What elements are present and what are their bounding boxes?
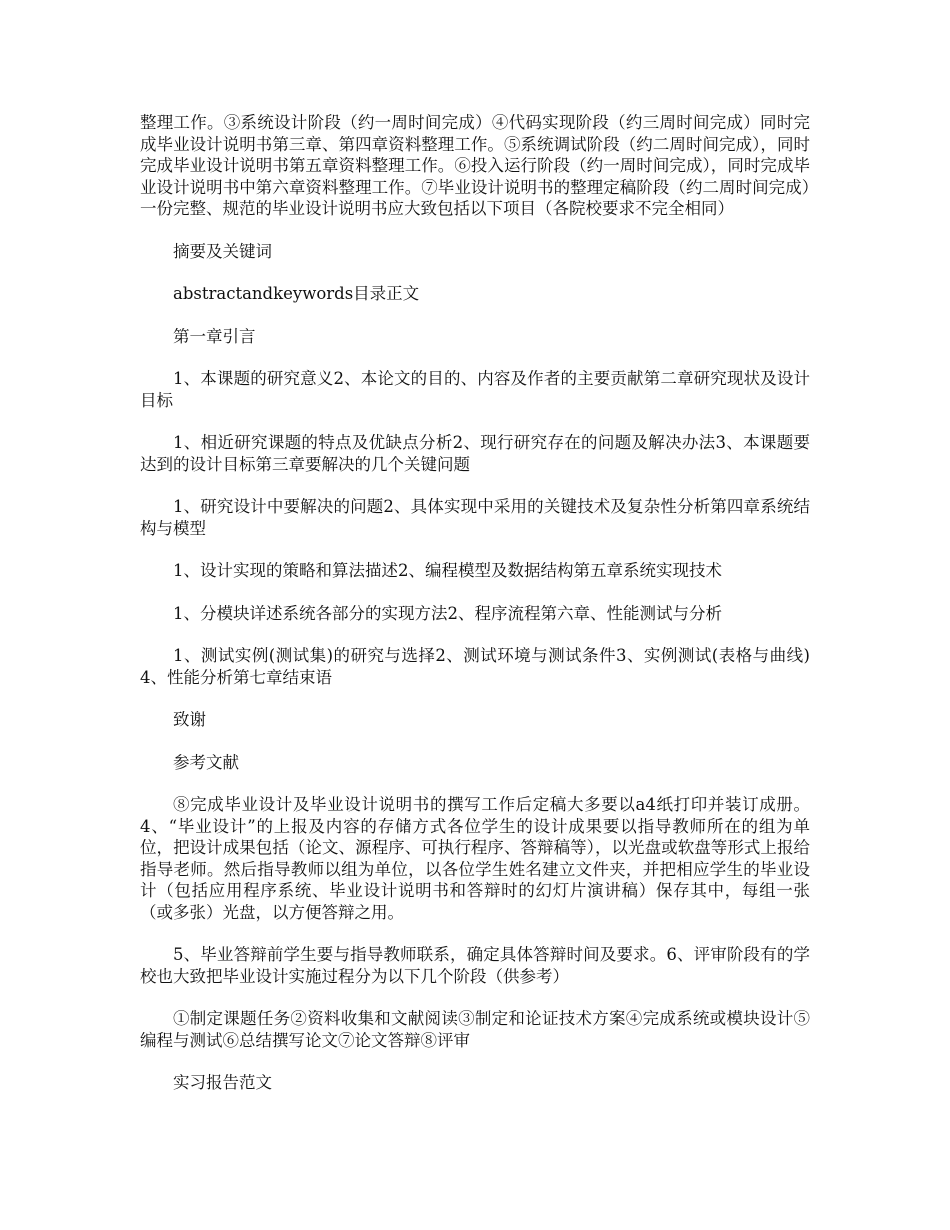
heading-references: 参考文献 [173, 752, 239, 772]
paragraph-chapter-six-items: 1、测试实例(测试集)的研究与选择2、测试环境与测试条件3、实例测试(表格与曲线)4、性能分析第七章结束语 [140, 646, 810, 687]
paragraph-chapter-three-items: 1、研究设计中要解决的问题2、具体实现中采用的关键技术及复杂性分析第四章系统结构与模型 [140, 497, 810, 538]
paragraph-abstract-toc: abstractandkeywords目录正文 [173, 284, 420, 303]
paragraph-chapter-four-items: 1、设计实现的策略和算法描述2、编程模型及数据结构第五章系统实现技术 [173, 561, 722, 580]
paragraph-chapter-two-items: 1、相近研究课题的特点及优缺点分析2、现行研究存在的问题及解决办法3、本课题要达到的设计目标第三章要解决的几个关键问题 [140, 433, 810, 474]
heading-acknowledgements: 致谢 [173, 710, 206, 729]
heading-internship-report: 实习报告范文 [173, 1073, 272, 1092]
paragraph-chapter-five-items: 1、分模块详述系统各部分的实现方法2、程序流程第六章、性能测试与分析 [173, 603, 722, 623]
heading-chapter-one: 第一章引言 [173, 326, 256, 346]
paragraph-stage-schedule: 整理工作。③系统设计阶段（约一周时间完成）④代码实现阶段（约三周时间完成）同时完成毕业设计说明书第三章、第四章资料整理工作。⑤系统调试阶段（约二周时间完成），同时完成毕业设计说明书第五章资料整理工作。⑥投入运行阶段（约一周时间完成），同时完成毕业设计说明书中第六章资料整理工作。⑦毕业设计说明书的整理定稿阶段（约二周时间完成）一份完整、规范的毕业设计说明书应大致包括以下项目（各院校要求不完全相同） [140, 113, 810, 218]
paragraph-stages-list: ①制定课题任务②资料收集和文献阅读③制定和论证技术方案④完成系统或模块设计⑤编程与测试⑥总结撰写论文⑦论文答辩⑧评审 [140, 1009, 810, 1050]
heading-abstract-keywords: 摘要及关键词 [173, 241, 272, 261]
paragraph-defense: 5、毕业答辩前学生要与指导教师联系，确定具体答辩时间及要求。6、评审阶段有的学校也大致把毕业设计实施过程分为以下几个阶段（供参考） [140, 945, 810, 986]
paragraph-chapter-one-items: 1、本课题的研究意义2、本论文的目的、内容及作者的主要贡献第二章研究现状及设计目标 [140, 369, 810, 410]
paragraph-submission: ⑧完成毕业设计及毕业设计说明书的撰写工作后定稿大多要以a4纸打印并装订成册。4、“毕业设计”的上报及内容的存储方式各位学生的设计成果要以指导教师所在的组为单位，把设计成果包括（论文、源程序、可执行程序、答辩稿等），以光盘或软盘等形式上报给指导老师。然后指导教师以组为单位，以各位学生姓名建立文件夹，并把相应学生的毕业设计（包括应用程序系统、毕业设计说明书和答辩时的幻灯片演讲稿）保存其中，每组一张（或多张）光盘，以方便答辩之用。 [140, 795, 810, 922]
document-page [140, 112, 810, 1115]
